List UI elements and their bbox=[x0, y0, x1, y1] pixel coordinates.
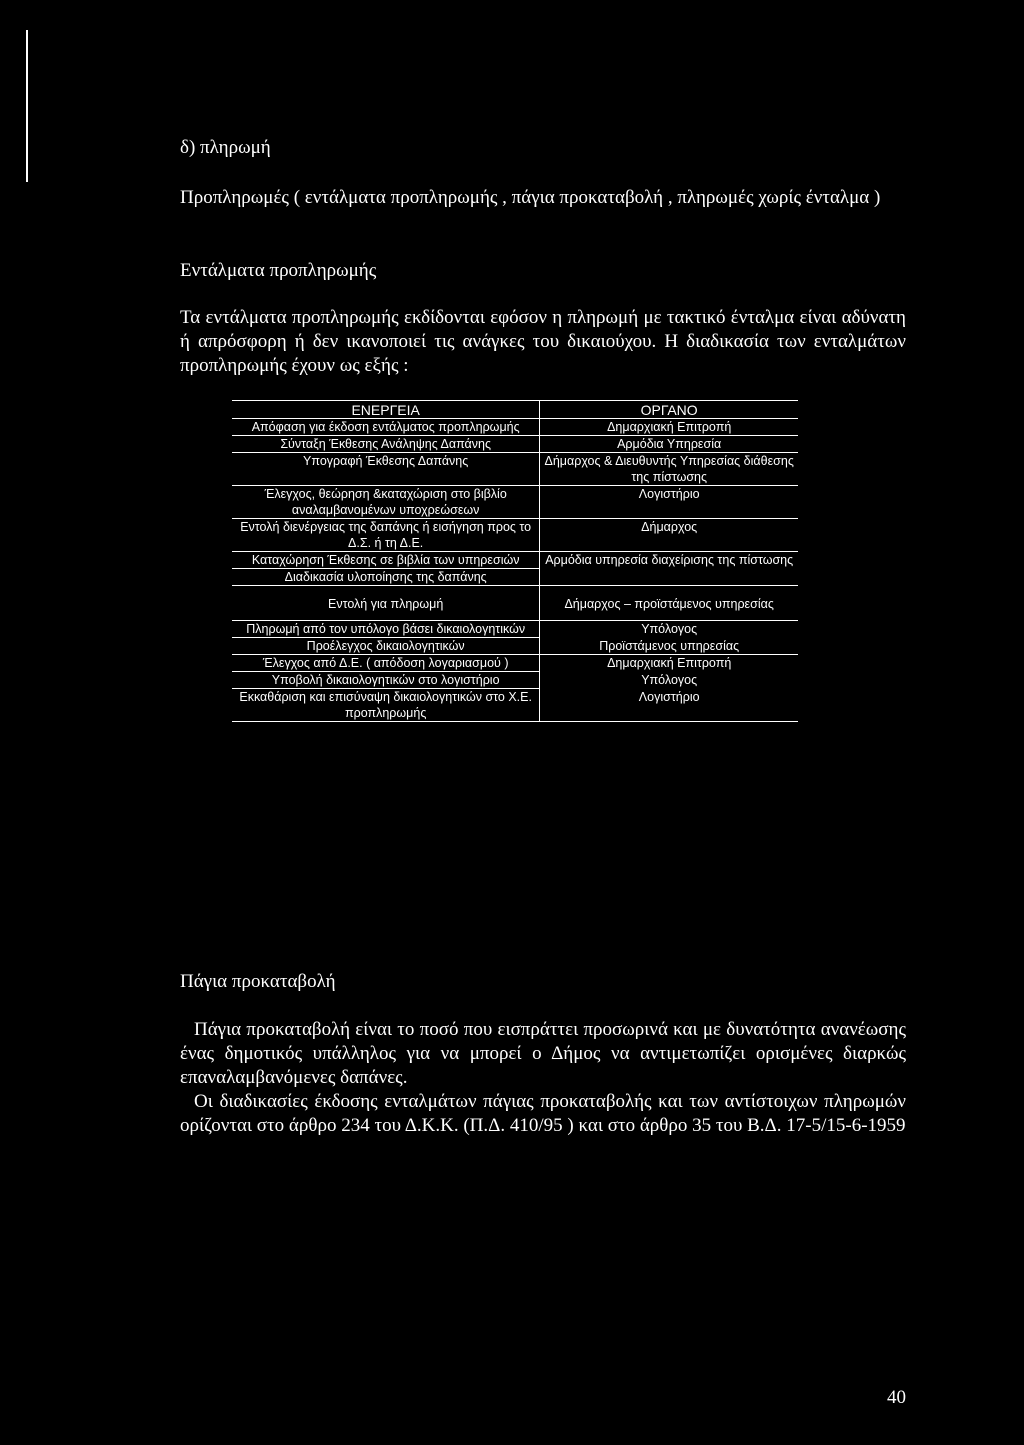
cell-organ bbox=[540, 569, 798, 586]
cell-action: Υποβολή δικαιολογητικών στο λογιστήριο bbox=[232, 672, 540, 689]
cell-organ: Δήμαρχος – προϊστάμενος υπηρεσίας bbox=[540, 586, 798, 621]
table-row bbox=[232, 586, 798, 621]
table-row bbox=[232, 436, 798, 453]
cell-organ: Προϊστάμενος υπηρεσίας bbox=[540, 638, 798, 655]
cell-organ: Λογιστήριο bbox=[540, 689, 798, 722]
table-row bbox=[232, 621, 798, 638]
cell-action: Υπογραφή Έκθεσης Δαπάνης bbox=[232, 453, 540, 486]
cell-organ: Δημαρχιακή Επιτροπή bbox=[607, 656, 732, 670]
cell-action: Έλεγχος, θεώρηση &καταχώριση στο βιβλίο αναλαμβανομένων υποχρεώσεων bbox=[232, 486, 540, 519]
cell-organ: Λογιστήριο bbox=[540, 486, 798, 519]
table-row bbox=[232, 486, 798, 519]
header-action: ΕΝΕΡΓΕΙΑ bbox=[232, 401, 540, 419]
cell-action: Εντολή διενέργειας της δαπάνης ή εισήγηση προς το Δ.Σ. ή τη Δ.Ε. bbox=[232, 519, 540, 552]
table-row bbox=[232, 689, 798, 722]
table-row bbox=[232, 453, 798, 486]
cell-organ: Αρμόδια υπηρεσία διαχείρισης της πίστωσης bbox=[545, 553, 794, 567]
cell-organ: Δημαρχιακή Επιτροπή bbox=[540, 419, 798, 436]
intro-paragraph bbox=[180, 186, 906, 210]
intro-text: Προπληρωμές ( εντάλματα προπληρωμής , πάγια προκαταβολή , πληρωμές χωρίς ένταλμα ) bbox=[180, 187, 881, 208]
cell-action: Πληρωμή από τον υπόλογο βάσει δικαιολογητικών bbox=[232, 621, 540, 638]
warrants-text: Τα εντάλματα προπληρωμής εκδίδονται εφόσον η πληρωμή με τακτικό ένταλμα είναι αδύνατη ή απρόσφορη ή δεν ικανοποιεί τις ανάγκες του δικαιούχου. Η διαδικασία των ενταλμάτων προπληρωμής έχουν ως εξής : bbox=[180, 307, 906, 376]
advance-text-2: Οι διαδικασίες έκδοσης ενταλμάτων πάγιας προκαταβολής και των αντίστοιχων πληρωμών ορίζονται στο άρθρο 234 του Δ.Κ.Κ. (Π.Δ. 410/95 ) και στο άρθρο 35 του Β.Δ. 17-5/15-6-1959 bbox=[180, 1091, 906, 1136]
cell-action: Διαδικασία υλοποίησης της δαπάνης bbox=[232, 569, 540, 586]
table-row bbox=[232, 569, 798, 586]
advance-text-1: Πάγια προκαταβολή είναι το ποσό που εισπράττει προσωρινά και με δυνατότητα ανανέωσης ένας δημοτικός υπάλληλος για να μπορεί ο Δήμος να αντιμετωπίζει ορισμένες διαρκώς επαναλαμβανόμενες δαπάνες. bbox=[180, 1019, 906, 1088]
cell-action: Σύνταξη Έκθεσης Ανάληψης Δαπάνης bbox=[232, 436, 540, 453]
cell-action: Προέλεγχος δικαιολογητικών bbox=[232, 638, 540, 655]
table-header-row bbox=[232, 401, 798, 419]
cell-organ: Δήμαρχος bbox=[540, 519, 798, 552]
subheading-prepayment-warrants: Εντάλματα προπληρωμής bbox=[180, 260, 377, 281]
table-row bbox=[232, 638, 798, 655]
cell-action: Έλεγχος από Δ.Ε. ( απόδοση λογαριασμού ) bbox=[232, 655, 540, 672]
cell-organ: Αρμόδια Υπηρεσία bbox=[540, 436, 798, 453]
table-row bbox=[232, 419, 798, 436]
procedure-table bbox=[232, 400, 798, 722]
cell-action: Απόφαση για έκδοση εντάλματος προπληρωμής bbox=[232, 419, 540, 436]
table-row bbox=[232, 655, 798, 672]
table-row bbox=[232, 552, 798, 569]
header-organ: ΟΡΓΑΝΟ bbox=[540, 401, 798, 419]
cell-organ: Δήμαρχος & Διευθυντής Υπηρεσίας διάθεσης της πίστωσης bbox=[540, 453, 798, 486]
table-row bbox=[232, 672, 798, 689]
margin-rule bbox=[26, 30, 28, 182]
section-heading: δ) πληρωμή bbox=[180, 137, 271, 158]
subheading-fixed-advance: Πάγια προκαταβολή bbox=[180, 971, 336, 992]
cell-organ: Υπόλογος bbox=[641, 622, 698, 636]
cell-action: Καταχώρηση Έκθεσης σε βιβλία των υπηρεσιών bbox=[232, 552, 540, 569]
advance-paragraph bbox=[180, 1018, 906, 1138]
table-row bbox=[232, 519, 798, 552]
warrants-paragraph bbox=[180, 306, 906, 378]
cell-organ: Υπόλογος bbox=[641, 672, 698, 687]
page-number: 40 bbox=[887, 1387, 906, 1408]
cell-action: Εντολή για πληρωμή bbox=[232, 586, 540, 621]
cell-action: Εκκαθάριση και επισύναψη δικαιολογητικών στο Χ.Ε. προπληρωμής bbox=[232, 689, 540, 722]
